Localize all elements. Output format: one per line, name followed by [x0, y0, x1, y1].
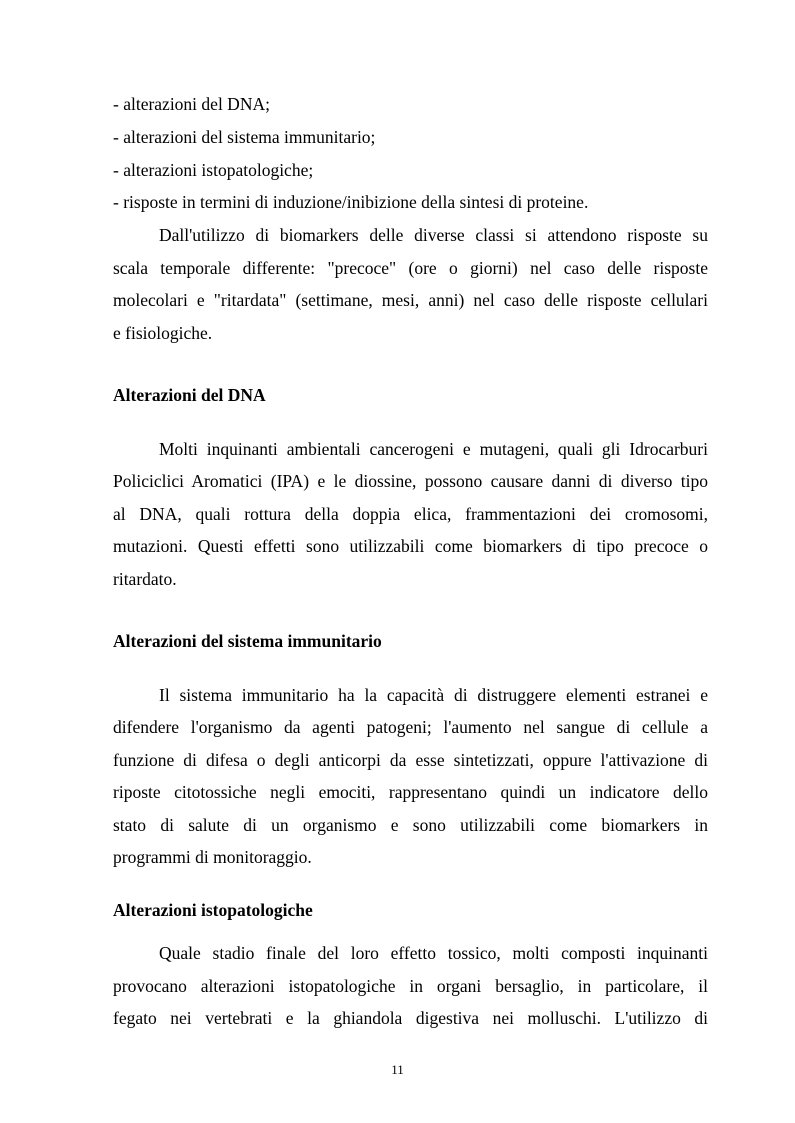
- paragraph-line: difendere l'organismo da agenti patogeni; l'aumento nel sangue di cellule a: [113, 717, 708, 737]
- paragraph-line: provocano alterazioni istopatologiche in organi bersaglio, in particolare, il: [113, 976, 708, 996]
- paragraph-line: molecolari e "ritardata" (settimane, mesi, anni) nel caso delle risposte cellulari: [113, 290, 708, 310]
- paragraph-line: Policiclici Aromatici (IPA) e le diossine, possono causare danni di diverso tipo: [113, 471, 708, 491]
- list-item: - alterazioni istopatologiche;: [113, 160, 314, 180]
- paragraph-line: mutazioni. Questi effetti sono utilizzabili come biomarkers di tipo precoce o: [113, 536, 708, 556]
- list-item: - alterazioni del DNA;: [113, 94, 270, 114]
- paragraph-line: al DNA, quali rottura della doppia elica, frammentazioni dei cromosomi,: [113, 504, 708, 524]
- paragraph-line: programmi di monitoraggio.: [113, 847, 312, 867]
- section-heading: Alterazioni istopatologiche: [113, 900, 313, 920]
- list-item: - alterazioni del sistema immunitario;: [113, 127, 376, 147]
- page-number: 11: [391, 1062, 404, 1077]
- paragraph-line: Dall'utilizzo di biomarkers delle diverse classi si attendono risposte su: [159, 225, 708, 245]
- paragraph-line: riposte citotossiche negli emociti, rappresentano quindi un indicatore dello: [113, 782, 708, 802]
- paragraph-line: Molti inquinanti ambientali cancerogeni e mutageni, quali gli Idrocarburi: [159, 439, 708, 459]
- paragraph-line: scala temporale differente: "precoce" (ore o giorni) nel caso delle risposte: [113, 258, 708, 278]
- paragraph-line: ritardato.: [113, 569, 177, 589]
- paragraph-line: funzione di difesa o degli anticorpi da esse sintetizzati, oppure l'attivazione di: [113, 750, 708, 770]
- paragraph-line: e fisiologiche.: [113, 323, 213, 343]
- section-heading: Alterazioni del DNA: [113, 385, 266, 405]
- paragraph-line: Quale stadio finale del loro effetto tossico, molti composti inquinanti: [159, 943, 708, 963]
- list-item: - risposte in termini di induzione/inibizione della sintesi di proteine.: [113, 192, 589, 212]
- paragraph-line: stato di salute di un organismo e sono utilizzabili come biomarkers in: [113, 815, 708, 835]
- paragraph-line: fegato nei vertebrati e la ghiandola digestiva nei molluschi. L'utilizzo di: [113, 1008, 708, 1028]
- paragraph-line: Il sistema immunitario ha la capacità di distruggere elementi estranei e: [159, 685, 708, 705]
- section-heading: Alterazioni del sistema immunitario: [113, 631, 382, 651]
